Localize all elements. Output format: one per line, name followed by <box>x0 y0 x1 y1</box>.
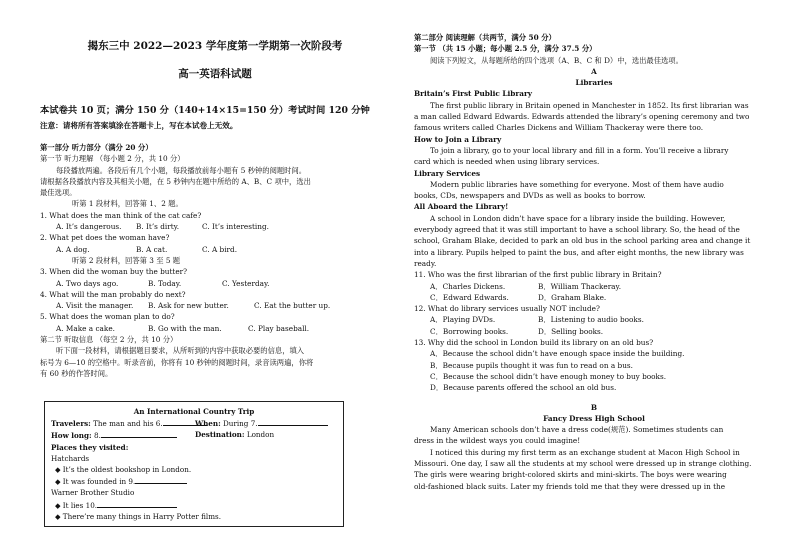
left-column <box>40 36 390 379</box>
listen-material-2: 听第 2 段材料，回答第 3 至 5 题 <box>72 255 181 265</box>
option: D．Selling books. <box>538 326 604 336</box>
section1-instruction-3: 最佳选项。 <box>40 188 77 198</box>
paragraph-line: into a library. Pupils helped to paint the bus, and after eight months, the new library was <box>414 247 744 257</box>
when-label: When: <box>195 419 221 429</box>
option: A．Playing DVDs. <box>430 315 496 325</box>
table-row <box>51 429 337 441</box>
paragraph-line: ready. <box>414 258 437 268</box>
place-hatchards: Hatchards <box>51 453 90 463</box>
exam-title: 揭东三中 2022—2023 学年度第一学期第一次阶段考 <box>87 40 343 52</box>
option: C. A bird. <box>202 244 238 254</box>
paragraph-line: books, CDs, newspapers and DVDs as well as books to borrow. <box>414 191 646 201</box>
option: B．William Thackeray. <box>538 281 622 291</box>
option: B. Go with the man. <box>148 323 222 333</box>
paragraph-line: old-fashioned black suits. Later my friends told me that they were dressed up in the <box>414 481 726 491</box>
paragraph-line: card which is needed when using library services. <box>414 157 600 167</box>
option: C. Eat the butter up. <box>254 301 331 311</box>
exam-info: 本试卷共 10 页；满分 150 分（140+14×15=150 分）考试时间 120 分钟 <box>40 105 370 116</box>
destination-label: Destination: <box>195 430 245 440</box>
part2-title: 第二部分 阅读理解（共两节，满分 50 分） <box>414 33 556 42</box>
bullet-3: ◆ It lies 10. <box>51 499 337 511</box>
bullet-2: ◆ It was founded in 9. <box>51 475 337 487</box>
question-11-options-row <box>414 292 774 303</box>
table-title: An International Country Trip <box>133 407 255 416</box>
heading-library-services: Library Services <box>414 168 481 178</box>
question-3: 3. When did the woman buy the butter? <box>40 267 188 277</box>
section2-instruction-2: 标号为 6—10 的空格中。听录音前，你将有 10 秒钟的阅题时间，录音读两遍，你将 <box>40 357 314 367</box>
option: B．Listening to audio books. <box>538 315 644 325</box>
paragraph-line: Many American schools don’t have a dress code(规范). Sometimes students can <box>430 425 724 435</box>
paragraph-line: school, Graham Blake, decided to park an old bus in the school parking area and change it <box>414 236 751 246</box>
question-2-options <box>40 244 390 255</box>
question-2: 2. What pet does the woman have? <box>40 233 170 243</box>
paragraph-line: A school in London didn’t have space for a library inside the building. However, <box>430 213 726 223</box>
heading-first-library: Britain’s First Public Library <box>414 89 533 99</box>
paragraph-line: The girls were wearing bright-colored skirts and mini-skirts. The boys were wearing <box>414 470 727 480</box>
travelers-label: Travelers: <box>51 419 91 429</box>
option: B. A cat. <box>136 244 168 254</box>
passage-a-title: Libraries <box>575 78 613 88</box>
option: A．Charles Dickens. <box>430 281 506 291</box>
passage-b-letter: B <box>590 402 598 412</box>
places-label: Places they visited: <box>51 442 129 452</box>
question-11-options-row <box>414 281 774 292</box>
blank-9[interactable] <box>135 475 187 484</box>
passage-b-title: Fancy Dress High School <box>543 413 645 423</box>
option: D．Graham Blake. <box>538 292 607 302</box>
question-12: 12. What do library services usually NOT include? <box>414 304 600 314</box>
question-11: 11. Who was the first librarian of the first public library in Britain? <box>414 270 662 280</box>
reading-section1-title: 第一节 （共 15 小题；每小题 2.5 分，满分 37.5 分） <box>414 44 597 54</box>
bullet-4: ◆ There’re many things in Harry Potter films. <box>55 511 222 521</box>
paragraph-line: dress in the wildest ways you could imagine! <box>414 436 581 446</box>
when-text: During 7. <box>223 419 258 429</box>
exam-notice: 注意：请将所有答案填涂在答题卡上，写在本试卷上无效。 <box>40 121 238 130</box>
howlong-label: How long: <box>51 431 92 441</box>
option: A. Two days ago. <box>56 278 119 288</box>
option: D．Because parents offered the school an old bus. <box>430 383 617 393</box>
paragraph-line: Modern public libraries have something for everyone. Most of them have audio <box>430 179 724 189</box>
option: C. Play baseball. <box>248 323 310 333</box>
option: A. It’s dangerous. <box>56 222 122 232</box>
blank-7[interactable] <box>258 417 328 426</box>
option: A. Visit the manager. <box>56 301 134 311</box>
option: C．Because the school didn’t have enough money to buy books. <box>430 371 667 381</box>
heading-all-aboard: All Aboard the Library! <box>414 202 509 212</box>
section2-instruction-1: 听下面一段材料，请根据题目要求，从所听到的内容中获取必要的信息，填入 <box>56 346 305 356</box>
question-1-options <box>40 221 390 232</box>
question-3-options <box>40 278 390 289</box>
destination-text: London <box>246 430 275 440</box>
exam-subtitle: 高一英语科试题 <box>178 68 252 80</box>
paragraph-line: everybody agreed that it was still important to have a school library. So, the head of the <box>414 225 740 235</box>
question-12-options-row <box>414 314 774 325</box>
paragraph-line: famous writers called Charles Dickens and William Thackeray were there too. <box>414 123 704 133</box>
section1-instruction-1: 每段播放两遍。各段后有几个小题，每段播放前每小题有 5 秒钟的阅题时间。 <box>56 165 307 175</box>
question-1: 1. What does the man think of the cat cafe? <box>40 210 202 220</box>
question-5-options <box>40 323 390 334</box>
option: C．Borrowing books. <box>430 326 509 336</box>
paragraph-line: I noticed this during my first term as an exchange student at Macon High School in <box>430 447 740 457</box>
section1-instruction-2: 请根据各段播放内容及其相关小题，在 5 秒钟内在题中所给的 A、B、C 项中，选出 <box>40 176 311 186</box>
option: B. Today. <box>148 278 182 288</box>
part1-title: 第一部分 听力部分（满分 20 分） <box>40 143 153 152</box>
paragraph-line: Missouri. One day, I saw all the students at my school were dressed up in strange clothing. <box>414 458 752 468</box>
section2-title: 第二节 听取信息 （每空 2 分，共 10 分） <box>40 335 178 345</box>
table-row <box>51 417 337 429</box>
reading-instruction: 阅读下列短文，从每题所给的四个选项（A、B、C 和 D）中，选出最佳选项。 <box>430 55 683 65</box>
blank-8[interactable] <box>101 429 177 438</box>
option: C．Edward Edwards. <box>430 292 509 302</box>
travelers-text: The man and his 6. <box>93 419 163 429</box>
question-13: 13. Why did the school in London build its library on an old bus? <box>414 338 654 348</box>
question-12-options-row <box>414 326 774 337</box>
paragraph-line: a man called Edward Edwards. Edwards attended the library’s opening ceremony and two <box>414 112 750 122</box>
option: A. A dog. <box>56 244 90 254</box>
blank-10[interactable] <box>97 499 177 508</box>
option: B．Because pupils thought it was fun to read on a bus. <box>430 360 633 370</box>
listening-info-table <box>44 401 344 527</box>
right-column <box>414 32 774 492</box>
question-4: 4. What will the man probably do next? <box>40 289 186 299</box>
option: B. Ask for new butter. <box>148 301 229 311</box>
option: B. It’s dirty. <box>136 222 180 232</box>
heading-join-library: How to Join a Library <box>414 134 502 144</box>
place-warner-studio: Warner Brother Studio <box>51 488 135 498</box>
paragraph-line: To join a library, go to your local library and fill in a form. You’ll receive a library <box>430 145 729 155</box>
question-4-options <box>40 300 390 311</box>
passage-a-letter: A <box>591 66 597 76</box>
option: C. Yesterday. <box>222 278 270 288</box>
section2-instruction-3: 有 60 秒的作答时间。 <box>40 368 113 378</box>
option: A．Because the school didn’t have enough space inside the building. <box>430 349 685 359</box>
option: A. Make a cake. <box>56 323 115 333</box>
howlong-text: 8. <box>94 431 101 441</box>
paragraph-line: The first public library in Britain opened in Manchester in 1852. Its first librarian was <box>430 100 749 110</box>
bullet-1: ◆ It’s the oldest bookshop in London. <box>55 465 192 475</box>
section1-title: 第一节 听力理解 （每小题 2 分，共 10 分） <box>40 154 185 164</box>
option: C. It’s interesting. <box>202 222 269 232</box>
question-5: 5. What does the woman plan to do? <box>40 312 175 322</box>
listen-material-1: 听第 1 段材料，回答第 1、2 题。 <box>72 199 183 209</box>
